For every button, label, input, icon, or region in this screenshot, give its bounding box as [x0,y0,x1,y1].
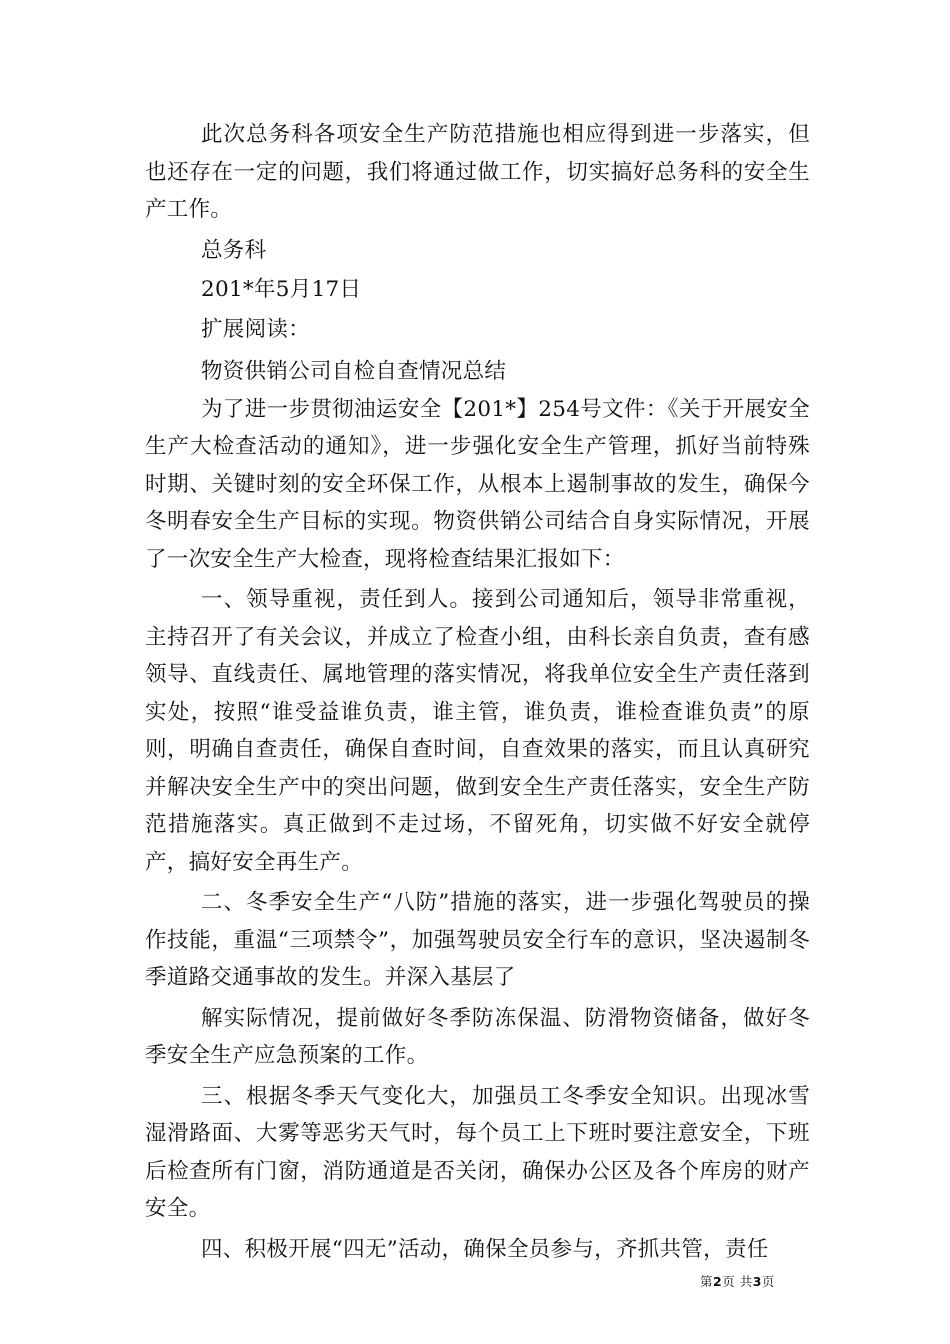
extended-reading-label: 扩展阅读： [201,316,311,342]
paragraph-section-3: 三、根据冬季天气变化大，加强员工冬季安全知识。出现冰雪湿滑路面、大雾等恶劣天气时，每个员工上下班时要注意安全，下班后检查所有门窗，消防通道是否关闭，确保办公区及各个库房的财产安全。 [145,1083,810,1221]
page-number-footer [700,1272,820,1290]
paragraph-section-4: 四、积极开展“四无”活动，确保全员参与，齐抓共管，责任 [201,1236,769,1262]
paragraph-summary: 此次总务科各项安全生产防范措施也相应得到进一步落实，但也还存在一定的问题，我们将通过做工作，切实搞好总务科的安全生产工作。 [145,122,810,222]
paragraph-section-2: 二、冬季安全生产“八防”措施的落实，进一步强化驾驶员的操作技能，重温“三项禁令”，加强驾驶员安全行车的意识，坚决遏制冬季道路交通事故的发生。并深入基层了 [145,890,810,990]
paragraph-intro: 为了进一步贯彻油运安全【201*】254号文件：《关于开展安全生产大检查活动的通知》，进一步强化安全生产管理，抓好当前特殊时期、关键时刻的安全环保工作，从根本上遏制事故的发生，确保今冬明春安全生产目标的实现。物资供销公司结合自身实际情况，开展了一次安全生产大检查，现将检查结果汇报如下： [145,396,810,572]
footer-prefix: 第 [700,1274,714,1289]
footer-suffix: 页 [761,1274,775,1289]
signature-date: 201*年5月17日 [201,277,362,302]
article-title: 物资供销公司自检自查情况总结 [201,359,507,384]
document-body [145,116,810,1268]
footer-middle: 页 共 [722,1274,753,1289]
paragraph-section-1: 一、领导重视，责任到人。接到公司通知后，领导非常重视，主持召开了有关会议，并成立了检查小组，由科长亲自负责，查有感领导、直线责任、属地管理的落实情况，将我单位安全生产责任落到实处，按照“谁受益谁负责，谁主管，谁负责，谁检查谁负责”的原则，明确自查责任，确保自查时间，自查效果的落实，而且认真研究并解决安全生产中的突出问题，做到安全生产责任落实，安全生产防范措施落实。真正做到不走过场，不留死角，切实做不好安全就停产，搞好安全再生产。 [145,587,810,875]
current-page-number: 2 [713,1274,723,1289]
total-pages-number: 3 [752,1274,762,1289]
signature-department: 总务科 [201,237,267,263]
paragraph-section-2-continued: 解实际情况，提前做好冬季防冻保温、防滑物资储备，做好冬季安全生产应急预案的工作。 [145,1005,810,1068]
